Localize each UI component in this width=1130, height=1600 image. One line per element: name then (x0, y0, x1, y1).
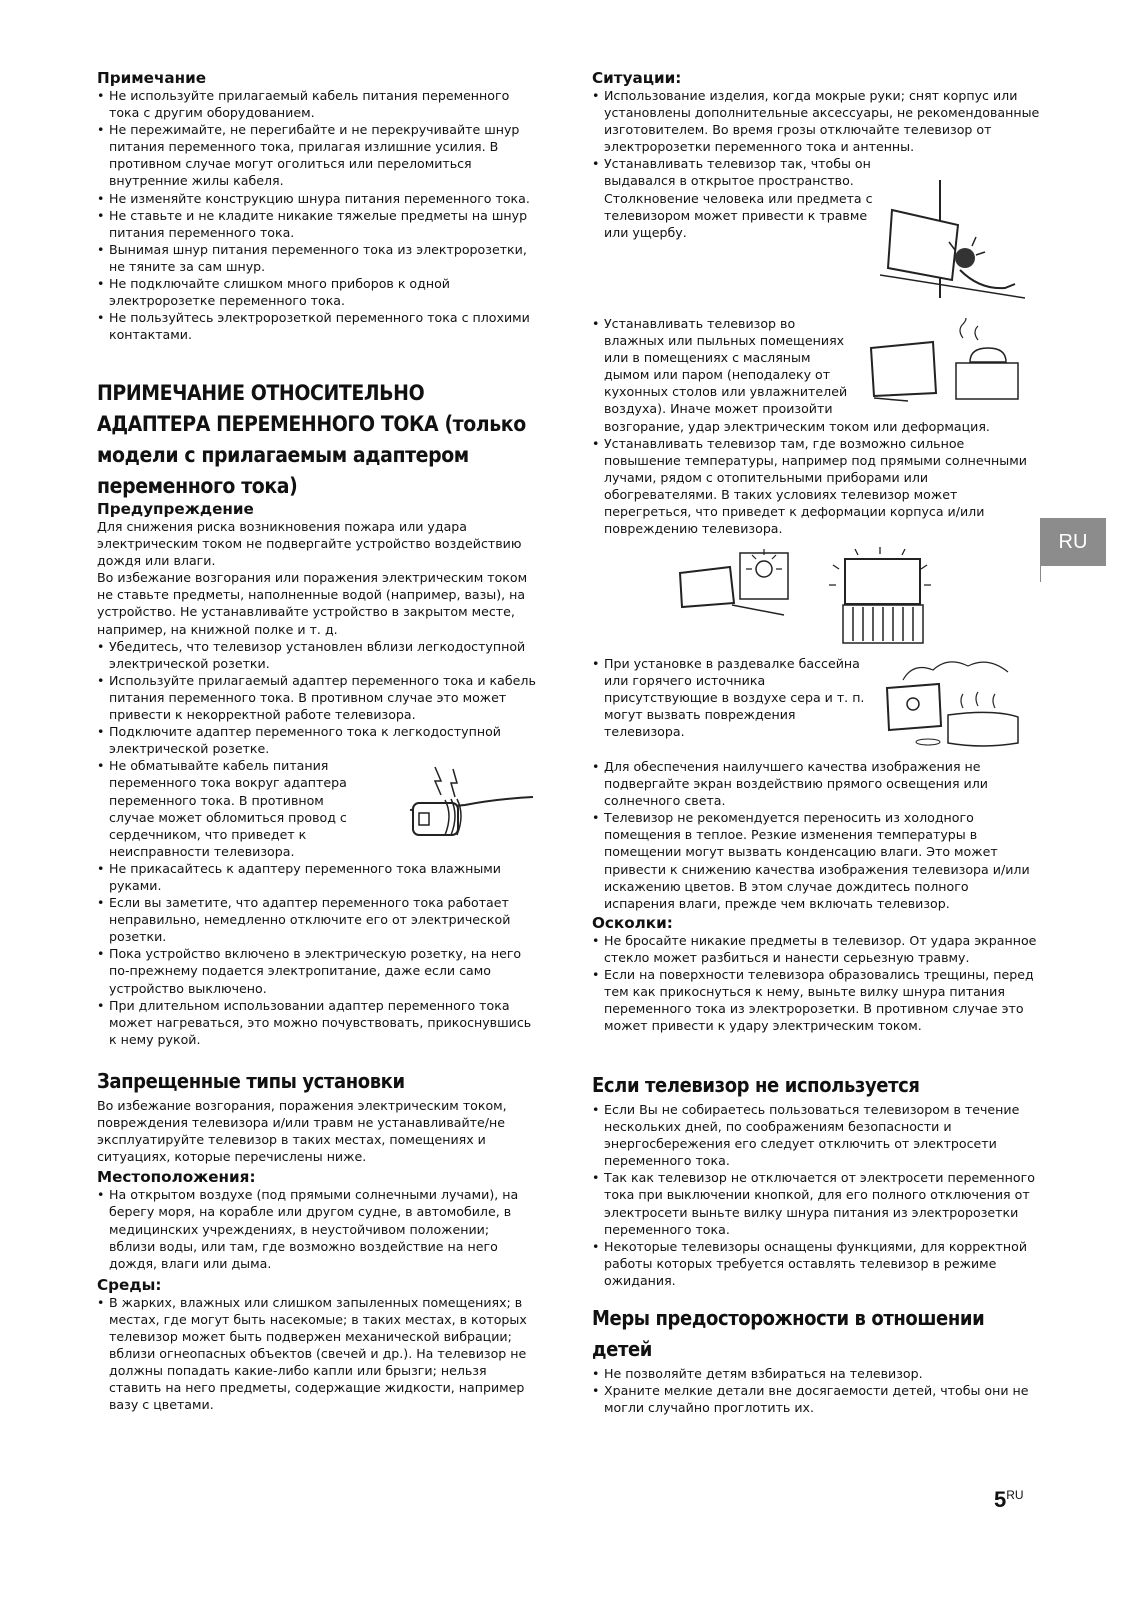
list-item: • Не изменяйте конструкцию шнура питания переменного тока. (97, 190, 537, 207)
locations-title: Местоположения: (97, 1168, 256, 1187)
page-number-suffix: RU (1006, 1488, 1024, 1502)
fragments-title: Осколки: (592, 913, 673, 932)
list-item: • Не позволяйте детям взбираться на телевизор. (592, 1365, 1042, 1382)
tab-divider (1040, 566, 1041, 582)
page-number-value: 5 (994, 1487, 1007, 1512)
list-item: • Для обеспечения наилучшего качества изображения не подвергайте экран воздействию прямого освещения или солнечного света. (592, 758, 1042, 809)
fragments-list (592, 932, 1042, 1035)
item-text: возгорание, удар электрическим током или деформация. (604, 418, 990, 434)
tv-on-heater-illustration (825, 545, 935, 645)
locations-list (97, 1186, 537, 1271)
list-item: • Устанавливать телевизор там, где возможно сильное повышение температуры, например под прямыми солнечными лучами, рядом с отопительными приборами или обогревателями. В таких условиях телевизор может перегреться, что приведет к деформации корпуса и/или повреждению телевизора. (592, 435, 1042, 538)
list-item: • Не бросайте никакие предметы в телевизор. От удара экранное стекло может разбиться и нанести серьезную травму. (592, 932, 1042, 966)
adapter-cable-illustration (405, 765, 535, 845)
note-title: Примечание (97, 69, 207, 87)
children-list (592, 1365, 1042, 1416)
list-item: • Не пользуйтесь электророзеткой переменного тока с плохими контактами. (97, 309, 537, 343)
list-item: • Устанавливать телевизор так, чтобы он выдавался в открытое пространство. Столкновение человека или предмета с телевизором может привести к травме или ущербу. (592, 155, 876, 240)
list-item: • Если Вы не собираетесь пользоваться телевизором в течение нескольких дней, по соображениям безопасности и энергосбережения его следует отключить от электросети переменного тока. (592, 1101, 1042, 1169)
children-heading: Меры предосторожности в отношении детей (592, 1306, 985, 1361)
unused-list (592, 1101, 1042, 1289)
list-item: • Храните мелкие детали вне досягаемости детей, чтобы они не могли случайно проглотить их. (592, 1382, 1042, 1416)
warning-paragraph: Для снижения риска возникновения пожара или удара электрическим током не подвергайте устройство воздействию дождя или влаги. (97, 519, 522, 569)
list-item: • Подключите адаптер переменного тока к легкодоступной электрической розетке. (97, 723, 537, 757)
list-item: • Не ставьте и не кладите никакие тяжелые предметы на шнур питания переменного тока. (97, 207, 537, 241)
adapter-section (97, 378, 537, 502)
environments-list (97, 1294, 537, 1414)
list-item: • Убедитесь, что телевизор установлен вблизи легкодоступной электрической розетки. (97, 638, 537, 672)
list-item: • Не пережимайте, не перегибайте и не перекручивайте шнур питания переменного тока, прилагая излишние усилия. В противном случае могут оголиться или переломиться внутренние жилы кабеля. (97, 121, 537, 189)
list-item: • При длительном использовании адаптер переменного тока может нагреваться, это можно почувствовать, прикоснувшись к нему рукой. (97, 997, 537, 1048)
list-item: • При установке в раздевалке бассейна или горячего источника присутствующие в воздухе сера и т. п. могут вызвать повреждения телевизора. (592, 655, 876, 740)
tv-bathhouse-illustration (883, 660, 1023, 750)
prohibited-section (97, 1066, 537, 1414)
list-item: • Так как телевизор не отключается от электросети переменного тока при выключении кнопкой, для его полного отключения от электросети выньте вилку шнура питания из электророзетки переменного тока. (592, 1169, 1042, 1237)
warning-title: Предупреждение (97, 500, 254, 518)
children-section (592, 1303, 1042, 1416)
list-item: • Не используйте прилагаемый кабель питания переменного тока с другим оборудованием. (97, 87, 537, 121)
list-item: • Не обматывайте кабель питания переменного тока вокруг адаптера переменного тока. В противном случае может обломиться провод с сердечником, что приведет к неисправности телевизора. (97, 757, 367, 860)
list-item: • Если вы заметите, что адаптер переменного тока работает неправильно, немедленно отключите его от электрической розетки. (97, 894, 537, 945)
list-item: • Если на поверхности телевизора образовались трещины, перед тем как прикоснуться к нему, выньте вилку шнура питания переменного тока из электророзетки. В противном случае это может привести к удару электрическим током. (592, 966, 1042, 1034)
situations-list (592, 758, 1042, 912)
warning-paragraph: Во избежание возгорания или поражения электрическим током не ставьте предметы, наполненные водой (например, вазы), на устройство. Не устанавливайте устройство в закрытом месте, например, на книжной полке и т. д. (97, 570, 528, 637)
list-item: • Не прикасайтесь к адаптеру переменного тока влажными руками. (97, 860, 537, 894)
note-list (97, 87, 537, 343)
tv-sunlight-window-illustration (672, 545, 797, 617)
unused-heading: Если телевизор не используется (592, 1073, 920, 1097)
list-item: • Телевизор не рекомендуется переносить из холодного помещения в теплое. Резкие изменения температуры в помещении могут вызвать конденсацию влаги. Это может привести к снижению качества изображения телевизора и/или искажению цветов. В этом случае дождитесь полного испарения влаги, прежде чем включать телевизор. (592, 809, 1042, 912)
adapter-heading: ПРИМЕЧАНИЕ ОТНОСИТЕЛЬНО АДАПТЕРА ПЕРЕМЕННОГО ТОКА (только модели с прилагаемым адаптером переменного тока) (97, 381, 526, 498)
kitchen-steam-tv-illustration (868, 318, 1023, 403)
language-tab: RU (1040, 518, 1106, 566)
prohibited-heading: Запрещенные типы установки (97, 1069, 405, 1093)
unused-section (592, 1070, 1042, 1289)
list-item: • На открытом воздухе (под прямыми солнечными лучами), на берегу моря, на корабле или другом судне, в автомобиле, в медицинских учреждениях, в неустойчивом положении; вблизи воды, или там, где возможно воздействие на него дождя, влаги или дыма. (97, 1186, 537, 1271)
list-item: • Пока устройство включено в электрическую розетку, на него по-прежнему подается электропитание, даже если само устройство выключено. (97, 945, 537, 996)
list-item: • Некоторые телевизоры оснащены функциями, для корректной работы которых требуется оставлять телевизор в режиме ожидания. (592, 1238, 1042, 1289)
page-number (994, 1487, 1024, 1513)
list-item: • В жарких, влажных или слишком запыленных помещениях; в местах, где могут быть насекомые; в таких местах, в которых телевизор может быть подвержен механической вибрации; вблизи огнеопасных объектов (свечей и др.). На телевизор не должны попадать какие-либо капли или брызги; нельзя ставить на него предметы, содержащие жидкости, например вазу с цветами. (97, 1294, 537, 1414)
environments-title: Среды: (97, 1275, 162, 1294)
note-section (97, 69, 537, 343)
wall-mounted-tv-collision-illustration (880, 180, 1025, 302)
situations-section-4 (592, 758, 1042, 1034)
situations-title: Ситуации: (592, 69, 682, 87)
list-item: • Не подключайте слишком много приборов к одной электророзетке переменного тока. (97, 275, 537, 309)
list-item: • Вынимая шнур питания переменного тока из электророзетки, не тяните за сам шнур. (97, 241, 537, 275)
prohibited-paragraph: Во избежание возгорания, поражения электрическим током, повреждения телевизора и/или травм не устанавливайте/не эксплуатируйте телевизор в таких местах, помещениях и ситуациях, которые перечислены ниже. (97, 1098, 507, 1165)
list-item: • Используйте прилагаемый адаптер переменного тока и кабель питания переменного тока. В противном случае это может привести к некорректной работе телевизора. (97, 672, 537, 723)
list-item: • Использование изделия, когда мокрые руки; снят корпус или установлены дополнительные аксессуары, не рекомендованные изготовителем. Во время грозы отключайте телевизор от электророзетки переменного тока и антенны. (592, 87, 1042, 155)
item-text: • Устанавливать телевизор во влажных или пыльных помещениях или в помещениях с масляным дымом или паром (неподалеку от кухонных столов или увлажнителей воздуха). Иначе может произойти (604, 316, 848, 417)
